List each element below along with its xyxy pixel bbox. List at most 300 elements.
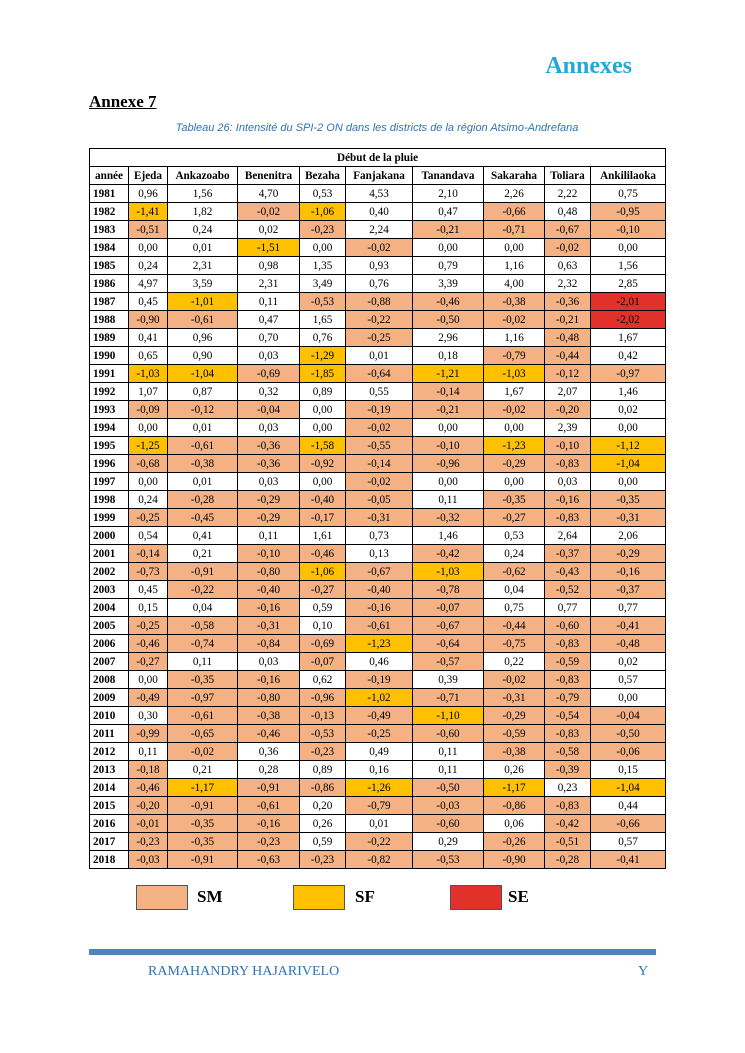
spi-value-cell: 0,00 (591, 419, 666, 437)
spi-value-cell: 1,67 (591, 329, 666, 347)
spi-value-cell: 1,16 (484, 329, 545, 347)
spi-value-cell: -0,46 (129, 635, 168, 653)
spi-value-cell: 0,57 (591, 833, 666, 851)
spi-value-cell: 1,82 (168, 203, 238, 221)
spi-value-cell: -0,50 (591, 725, 666, 743)
spi-value-cell: 0,15 (129, 599, 168, 617)
spi-value-cell: -0,50 (413, 779, 484, 797)
year-cell: 1993 (90, 401, 129, 419)
spi-value-cell: 0,00 (591, 689, 666, 707)
spi-value-cell: -0,86 (484, 797, 545, 815)
year-cell: 1997 (90, 473, 129, 491)
spi-value-cell: -0,27 (129, 653, 168, 671)
spi-value-cell: -1,04 (591, 779, 666, 797)
spi-value-cell: -1,58 (300, 437, 346, 455)
spi-value-cell: 0,01 (168, 419, 238, 437)
column-header: Ankazoabo (168, 167, 238, 185)
year-cell: 1981 (90, 185, 129, 203)
spi-value-cell: 0,24 (484, 545, 545, 563)
column-header: Toliara (545, 167, 591, 185)
spi-value-cell: 0,47 (238, 311, 300, 329)
spi-value-cell: -0,16 (591, 563, 666, 581)
spi-value-cell: -0,40 (238, 581, 300, 599)
legend-label-se: SE (508, 887, 529, 906)
table-row (90, 401, 666, 419)
spi-value-cell: -0,58 (168, 617, 238, 635)
spi-value-cell: -0,20 (129, 797, 168, 815)
spi-value-cell: -0,97 (591, 365, 666, 383)
spi-value-cell: 0,11 (238, 293, 300, 311)
spi-value-cell: -0,80 (238, 563, 300, 581)
spi-value-cell: -0,16 (238, 599, 300, 617)
spi-value-cell: -0,97 (168, 689, 238, 707)
spi-value-cell: 0,96 (168, 329, 238, 347)
spi-value-cell: -0,69 (238, 365, 300, 383)
spi-value-cell: -0,16 (238, 671, 300, 689)
spi-value-cell: -1,06 (300, 203, 346, 221)
spi-value-cell: 0,89 (300, 761, 346, 779)
year-cell: 1983 (90, 221, 129, 239)
spi-value-cell: -0,71 (484, 221, 545, 239)
spi-value-cell: 0,98 (238, 257, 300, 275)
spi-value-cell: 0,13 (346, 545, 413, 563)
legend-swatch-se (450, 885, 502, 910)
spi-value-cell: -0,83 (545, 509, 591, 527)
spi-value-cell: 0,11 (413, 491, 484, 509)
spi-value-cell: 0,54 (129, 527, 168, 545)
spi-value-cell: 0,00 (300, 419, 346, 437)
spi-value-cell: 0,40 (346, 203, 413, 221)
spi-value-cell: 0,03 (238, 653, 300, 671)
year-cell: 2014 (90, 779, 129, 797)
spi-value-cell: -0,07 (413, 599, 484, 617)
spi-value-cell: -0,82 (346, 851, 413, 869)
spi-value-cell: -0,37 (591, 581, 666, 599)
spi-value-cell: -0,13 (300, 707, 346, 725)
spi-value-cell: -0,50 (413, 311, 484, 329)
spi-value-cell: -0,10 (545, 437, 591, 455)
spi-value-cell: 3,59 (168, 275, 238, 293)
table-row (90, 527, 666, 545)
spi-value-cell: 0,79 (413, 257, 484, 275)
spi-value-cell: 0,44 (591, 797, 666, 815)
table-row (90, 473, 666, 491)
year-cell: 1987 (90, 293, 129, 311)
spi-value-cell: 0,24 (129, 257, 168, 275)
footer-author: RAMAHANDRY HAJARIVELO (148, 964, 340, 979)
year-cell: 2012 (90, 743, 129, 761)
spi-value-cell: 0,22 (484, 653, 545, 671)
spi-value-cell: 0,76 (300, 329, 346, 347)
spi-value-cell: -0,20 (545, 401, 591, 419)
spi-value-cell: -0,67 (413, 617, 484, 635)
spi-value-cell: -0,35 (168, 671, 238, 689)
spi-value-cell: -1,85 (300, 365, 346, 383)
spi-value-cell: -0,61 (168, 311, 238, 329)
spi-value-cell: -0,53 (300, 293, 346, 311)
year-cell: 1990 (90, 347, 129, 365)
spi-value-cell: -0,61 (168, 437, 238, 455)
table-row (90, 203, 666, 221)
spi-value-cell: 0,45 (129, 581, 168, 599)
spi-value-cell: 0,90 (168, 347, 238, 365)
spi-value-cell: -1,26 (346, 779, 413, 797)
spi-value-cell: -0,38 (484, 743, 545, 761)
spi-value-cell: 1,35 (300, 257, 346, 275)
spi-value-cell: 0,00 (591, 239, 666, 257)
table-row (90, 851, 666, 869)
spi-value-cell: -0,02 (545, 239, 591, 257)
spi-value-cell: 0,76 (346, 275, 413, 293)
spi-value-cell: 0,75 (484, 599, 545, 617)
spi-value-cell: 0,02 (591, 653, 666, 671)
table-row (90, 689, 666, 707)
column-header: Bezaha (300, 167, 346, 185)
spi-value-cell: 0,87 (168, 383, 238, 401)
spi-value-cell: -0,78 (413, 581, 484, 599)
spi-value-cell: 0,41 (129, 329, 168, 347)
spi-value-cell: 0,30 (129, 707, 168, 725)
spi-value-cell: -0,21 (413, 221, 484, 239)
table-row (90, 581, 666, 599)
spi-value-cell: 0,16 (346, 761, 413, 779)
spi-value-cell: -1,03 (484, 365, 545, 383)
spi-value-cell: 0,00 (129, 419, 168, 437)
spi-value-cell: 0,03 (238, 473, 300, 491)
spi-value-cell: 2,26 (484, 185, 545, 203)
spi-value-cell: 0,75 (591, 185, 666, 203)
spi-value-cell: -0,35 (168, 833, 238, 851)
spi-value-cell: -0,36 (238, 455, 300, 473)
table-row (90, 815, 666, 833)
spi-value-cell: 0,59 (300, 599, 346, 617)
table-row (90, 599, 666, 617)
spi-value-cell: -0,38 (484, 293, 545, 311)
table-row (90, 275, 666, 293)
spi-value-cell: -0,83 (545, 455, 591, 473)
table-row (90, 617, 666, 635)
spi-value-cell: 2,24 (346, 221, 413, 239)
spi-value-cell: -0,36 (545, 293, 591, 311)
spi-value-cell: -0,29 (238, 509, 300, 527)
spi-value-cell: 0,53 (484, 527, 545, 545)
spi-value-cell: -0,27 (484, 509, 545, 527)
spi-value-cell: 0,00 (129, 671, 168, 689)
spi-value-cell: -0,28 (545, 851, 591, 869)
year-cell: 2018 (90, 851, 129, 869)
table-row (90, 797, 666, 815)
table-row (90, 455, 666, 473)
spi-value-cell: 0,00 (413, 239, 484, 257)
spi-value-cell: -0,40 (300, 491, 346, 509)
spi-value-cell: -0,46 (129, 779, 168, 797)
spi-value-cell: -0,25 (129, 509, 168, 527)
spi-value-cell: 3,49 (300, 275, 346, 293)
spi-value-cell: 0,00 (129, 473, 168, 491)
spi-value-cell: -0,61 (168, 707, 238, 725)
spi-value-cell: -0,12 (168, 401, 238, 419)
spi-value-cell: -0,18 (129, 761, 168, 779)
table-body (90, 185, 666, 869)
table-row (90, 761, 666, 779)
spi-value-cell: -0,23 (300, 221, 346, 239)
year-cell: 1985 (90, 257, 129, 275)
spi-value-cell: -0,44 (484, 617, 545, 635)
spi-value-cell: 0,62 (300, 671, 346, 689)
spi-value-cell: 0,29 (413, 833, 484, 851)
spi-value-cell: -0,22 (168, 581, 238, 599)
table-row (90, 329, 666, 347)
spi-value-cell: 2,10 (413, 185, 484, 203)
footer-divider (89, 949, 656, 955)
spi-value-cell: -0,02 (346, 419, 413, 437)
spi-value-cell: -0,40 (346, 581, 413, 599)
spi-value-cell: -0,23 (129, 833, 168, 851)
table-row (90, 725, 666, 743)
spi-value-cell: -0,05 (346, 491, 413, 509)
spi-value-cell: -0,51 (545, 833, 591, 851)
spi-value-cell: 0,06 (484, 815, 545, 833)
spi-value-cell: -1,06 (300, 563, 346, 581)
table-row (90, 563, 666, 581)
spi-value-cell: 0,15 (591, 761, 666, 779)
spi-value-cell: 2,06 (591, 527, 666, 545)
spi-value-cell: -1,10 (413, 707, 484, 725)
spi-value-cell: -0,06 (591, 743, 666, 761)
spi-value-cell: -1,23 (346, 635, 413, 653)
spi-value-cell: -0,10 (591, 221, 666, 239)
spi-value-cell: 2,31 (168, 257, 238, 275)
year-cell: 1991 (90, 365, 129, 383)
spi-value-cell: 0,46 (346, 653, 413, 671)
spi-value-cell: -1,12 (591, 437, 666, 455)
spi-value-cell: 0,00 (413, 419, 484, 437)
table-row (90, 707, 666, 725)
spi-value-cell: 1,56 (591, 257, 666, 275)
spi-value-cell: -0,39 (545, 761, 591, 779)
spi-value-cell: -0,41 (591, 617, 666, 635)
spi-value-cell: -0,25 (346, 329, 413, 347)
spi-value-cell: -0,02 (484, 311, 545, 329)
spi-value-cell: -0,71 (413, 689, 484, 707)
spi-value-cell: -0,55 (346, 437, 413, 455)
spi-value-cell: -0,66 (591, 815, 666, 833)
spi-value-cell: -0,42 (413, 545, 484, 563)
table-row (90, 437, 666, 455)
spi-value-cell: -0,83 (545, 797, 591, 815)
table-row (90, 239, 666, 257)
year-cell: 2000 (90, 527, 129, 545)
spi-value-cell: 0,01 (346, 815, 413, 833)
spi-value-cell: -0,91 (168, 797, 238, 815)
spi-value-cell: -0,29 (484, 455, 545, 473)
spi-value-cell: -0,14 (129, 545, 168, 563)
spi-value-cell: 1,16 (484, 257, 545, 275)
table-row (90, 671, 666, 689)
spi-value-cell: 0,63 (545, 257, 591, 275)
spi-value-cell: -0,14 (413, 383, 484, 401)
spi-value-cell: 4,53 (346, 185, 413, 203)
spi-value-cell: -0,23 (238, 833, 300, 851)
spi-value-cell: -0,49 (346, 707, 413, 725)
year-cell: 1988 (90, 311, 129, 329)
spi-value-cell: 0,01 (346, 347, 413, 365)
table-column-header-row (90, 167, 666, 185)
spi-value-cell: -0,02 (484, 671, 545, 689)
spi-value-cell: 0,36 (238, 743, 300, 761)
spi-value-cell: -0,49 (129, 689, 168, 707)
spi-value-cell: -0,42 (545, 815, 591, 833)
year-cell: 2002 (90, 563, 129, 581)
spi-value-cell: 0,01 (168, 239, 238, 257)
table-row (90, 347, 666, 365)
spi-value-cell: -0,52 (545, 581, 591, 599)
spi-value-cell: -0,38 (238, 707, 300, 725)
table-row (90, 833, 666, 851)
spi-value-cell: 2,22 (545, 185, 591, 203)
spi-value-cell: -0,36 (238, 437, 300, 455)
spi-value-cell: 0,70 (238, 329, 300, 347)
spi-value-cell: -0,04 (591, 707, 666, 725)
spi-value-cell: 0,48 (545, 203, 591, 221)
spi-value-cell: -1,04 (168, 365, 238, 383)
spi-value-cell: 0,26 (484, 761, 545, 779)
table-row (90, 365, 666, 383)
table-row (90, 545, 666, 563)
table-row (90, 509, 666, 527)
spi-value-cell: -0,59 (545, 653, 591, 671)
spi-value-cell: -1,41 (129, 203, 168, 221)
spi-value-cell: 0,00 (484, 239, 545, 257)
year-cell: 1998 (90, 491, 129, 509)
spi-value-cell: -1,03 (413, 563, 484, 581)
spi-value-cell: -0,61 (346, 617, 413, 635)
spi-value-cell: -0,31 (591, 509, 666, 527)
spi-value-cell: 0,77 (545, 599, 591, 617)
column-header: Benenitra (238, 167, 300, 185)
year-cell: 1989 (90, 329, 129, 347)
spi-value-cell: 0,89 (300, 383, 346, 401)
spi-value-cell: -0,02 (484, 401, 545, 419)
spi-value-cell: -0,25 (346, 725, 413, 743)
table-row (90, 419, 666, 437)
spi-value-cell: -1,03 (129, 365, 168, 383)
spi-value-cell: -0,26 (484, 833, 545, 851)
spi-value-cell: -0,69 (300, 635, 346, 653)
spi-value-cell: 0,04 (168, 599, 238, 617)
spi-value-cell: -0,73 (129, 563, 168, 581)
spi-value-cell: -0,16 (545, 491, 591, 509)
column-header: Sakaraha (484, 167, 545, 185)
spi-value-cell: 0,21 (168, 761, 238, 779)
table-row (90, 491, 666, 509)
spi-value-cell: -0,29 (591, 545, 666, 563)
running-header-title: Annexes (545, 53, 632, 79)
year-cell: 2010 (90, 707, 129, 725)
year-cell: 2003 (90, 581, 129, 599)
spi-value-cell: -0,58 (545, 743, 591, 761)
spi-value-cell: -0,46 (413, 293, 484, 311)
spi-value-cell: -0,22 (346, 311, 413, 329)
year-cell: 2008 (90, 671, 129, 689)
spi-value-cell: -0,90 (129, 311, 168, 329)
spi-value-cell: -0,23 (300, 743, 346, 761)
spi-value-cell: -0,43 (545, 563, 591, 581)
spi-value-cell: -0,37 (545, 545, 591, 563)
spi-value-cell: -0,54 (545, 707, 591, 725)
spi-table (89, 148, 666, 869)
spi-value-cell: 0,00 (300, 239, 346, 257)
spi-value-cell: -0,79 (545, 689, 591, 707)
spi-value-cell: -1,02 (346, 689, 413, 707)
spi-value-cell: 0,00 (484, 473, 545, 491)
table-row (90, 311, 666, 329)
spi-value-cell: 0,28 (238, 761, 300, 779)
spi-value-cell: -0,65 (168, 725, 238, 743)
legend-label-sm: SM (197, 887, 223, 906)
spi-value-cell: 0,49 (346, 743, 413, 761)
spi-value-cell: -0,35 (168, 815, 238, 833)
legend-swatch-sm (136, 885, 188, 910)
year-cell: 1994 (90, 419, 129, 437)
spi-value-cell: -0,60 (413, 815, 484, 833)
year-cell: 2013 (90, 761, 129, 779)
year-cell: 2001 (90, 545, 129, 563)
table-caption: Tableau 26: Intensité du SPI-2 ON dans les districts de la région Atsimo-Andrefana (175, 122, 579, 134)
spi-value-cell: -0,67 (545, 221, 591, 239)
spi-value-cell: 0,11 (413, 761, 484, 779)
spi-value-cell: 0,11 (168, 653, 238, 671)
spi-value-cell: 0,73 (346, 527, 413, 545)
spi-value-cell: -0,91 (238, 779, 300, 797)
spi-value-cell: -0,03 (129, 851, 168, 869)
table-row (90, 779, 666, 797)
spi-value-cell: -0,80 (238, 689, 300, 707)
spi-value-cell: -0,60 (545, 617, 591, 635)
spi-value-cell: 1,46 (591, 383, 666, 401)
spi-value-cell: 0,00 (300, 401, 346, 419)
spi-value-cell: -1,21 (413, 365, 484, 383)
spi-value-cell: -0,90 (484, 851, 545, 869)
spi-value-cell: -0,63 (238, 851, 300, 869)
spi-value-cell: 0,93 (346, 257, 413, 275)
spi-value-cell: 4,97 (129, 275, 168, 293)
spi-value-cell: 0,77 (591, 599, 666, 617)
spi-value-cell: -0,64 (346, 365, 413, 383)
spi-value-cell: -1,01 (168, 293, 238, 311)
table-row (90, 383, 666, 401)
year-cell: 1982 (90, 203, 129, 221)
spi-value-cell: 0,65 (129, 347, 168, 365)
spi-value-cell: 2,96 (413, 329, 484, 347)
spi-value-cell: 0,23 (545, 779, 591, 797)
spi-value-cell: -0,41 (591, 851, 666, 869)
spi-value-cell: 3,39 (413, 275, 484, 293)
spi-value-cell: 0,55 (346, 383, 413, 401)
spi-value-cell: 0,10 (300, 617, 346, 635)
spi-value-cell: 0,53 (300, 185, 346, 203)
year-cell: 2005 (90, 617, 129, 635)
spi-value-cell: -0,96 (300, 689, 346, 707)
spi-value-cell: 1,46 (413, 527, 484, 545)
spi-value-cell: 0,00 (591, 473, 666, 491)
spi-value-cell: -0,48 (545, 329, 591, 347)
spi-value-cell: 2,39 (545, 419, 591, 437)
spi-value-cell: -0,29 (484, 707, 545, 725)
year-cell: 2006 (90, 635, 129, 653)
spi-value-cell: -0,83 (545, 671, 591, 689)
spi-value-cell: -0,21 (545, 311, 591, 329)
